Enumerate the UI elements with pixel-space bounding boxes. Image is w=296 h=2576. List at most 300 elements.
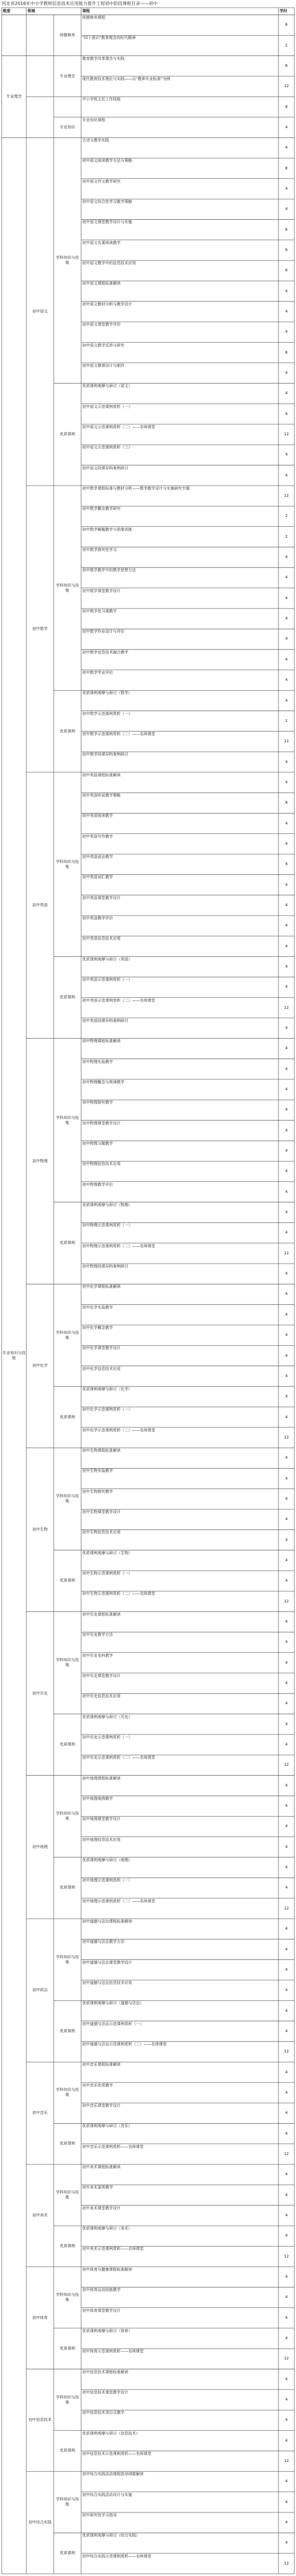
subject-cell: 初中英语 <box>32 902 48 907</box>
course-cell: 初中英语同课异构案例研讨 <box>82 1018 128 1023</box>
hours-cell: 12 <box>284 2356 289 2361</box>
header-field: 领域 <box>27 9 35 13</box>
course-cell: 初中语文微课设计与制作 <box>82 363 124 368</box>
course-cell: 初中体育与健康课程标准解读 <box>82 2267 132 2272</box>
hours-cell: 4 <box>285 1824 288 1829</box>
course-cell: 初中数学信息技术融合教学 <box>82 650 128 655</box>
hours-cell: 4 <box>285 288 288 293</box>
course-cell: 初中美术示范课例赏析——名师课堂 <box>82 2247 144 2251</box>
hours-cell: 4 <box>285 1476 288 1481</box>
hours-cell: 8 <box>285 800 288 805</box>
course-cell: 初中历史示范课例赏析（一） <box>82 1735 132 1739</box>
course-cell: 初中生物课程标准解读 <box>82 1448 121 1453</box>
hours-cell: 4 <box>285 2213 288 2217</box>
dimension-cell <box>2 15 26 56</box>
hours-cell: 4 <box>285 2090 288 2095</box>
course-cell: 初中美术课程标准解读 <box>82 2165 121 2170</box>
hours-cell: 4 <box>285 1148 288 1153</box>
hours-cell: 4 <box>285 678 288 683</box>
hours-cell: 4 <box>285 1087 288 1092</box>
hours-cell: 12 <box>284 1435 289 1440</box>
hours-cell: 4 <box>285 882 288 887</box>
course-cell: 初中物理概念与规律教学 <box>82 1079 124 1084</box>
course-cell: 初中生物示范课例赏析（二）——名师课堂 <box>82 1591 155 1596</box>
course-cell: 教育教学改革理念与实践 <box>82 56 124 61</box>
category-cell: 优质课例 <box>60 1742 75 1747</box>
hours-cell: 4 <box>285 411 288 416</box>
course-cell: 初中英语阅读教学 <box>82 814 113 818</box>
category-cell: 优质课例 <box>60 1414 75 1419</box>
header-course: 课程 <box>82 9 90 13</box>
course-cell: 初中地理课堂教学设计 <box>82 1817 121 1822</box>
hours-cell: 4 <box>285 1230 288 1235</box>
course-cell: 优质课例观摩与研讨（生物） <box>82 1550 132 1555</box>
hours-cell: 4 <box>285 2499 288 2504</box>
hours-cell: 4 <box>285 452 288 457</box>
category-cell: 学科知识与技能 <box>56 1811 79 1821</box>
course-cell: 初中物理习题教学 <box>82 1141 113 1146</box>
course-cell: 初中化学概念教学 <box>82 1326 113 1330</box>
hours-cell: 6 <box>285 268 288 273</box>
course-cell: 初中体育示范课例赏析——名师课堂 <box>82 2349 144 2354</box>
hours-cell: 4 <box>285 943 288 948</box>
category-cell: 学科知识与技能 <box>56 1658 79 1668</box>
subject-cell <box>26 96 54 138</box>
course-cell: 初中研究性学习指导 <box>82 2512 117 2517</box>
hours-cell: 4 <box>285 2540 288 2545</box>
category-cell: 学科知识与技能 <box>56 2395 79 2404</box>
course-cell: 初中化学示范课例赏析（二）——名师课堂 <box>82 1428 155 1432</box>
course-cell: 初中语文示范课例赏析（三） <box>82 445 132 450</box>
course-cell: 初中英语示范课例赏析（一） <box>82 977 132 982</box>
hours-cell: 4 <box>285 1394 288 1399</box>
hours-cell: 4 <box>285 1455 288 1460</box>
hours-cell: 4 <box>285 1414 288 1419</box>
course-cell: 初中生物信息技术应用 <box>82 1530 121 1535</box>
hours-cell: 12 <box>284 2561 289 2566</box>
course-cell: 初中英语写作教学 <box>82 834 113 839</box>
course-cell: 初中语文教学反思与研究 <box>82 343 124 348</box>
hours-cell: 4 <box>285 371 288 376</box>
hours-cell: 4 <box>285 1701 288 1706</box>
hours-cell: 4 <box>285 2008 288 2013</box>
course-cell: 优质课例观摩与研讨（数学） <box>82 691 132 696</box>
hours-cell: 4 <box>285 1333 288 1338</box>
course-cell: 初中道德与法治示范课例赏析（二）——名师课堂 <box>82 2042 167 2047</box>
course-cell: 初中语文同课异构案例研讨 <box>82 465 128 470</box>
hours-cell: 2 <box>285 514 288 519</box>
course-cell: 初中物理示范课例赏析（一） <box>82 1223 132 1228</box>
course-cell: 初中物理同课异构案例研讨 <box>82 1264 128 1269</box>
course-cell: 初中数学教学中的数学思想方法 <box>82 568 136 573</box>
hours-cell: 4 <box>285 309 288 314</box>
course-cell: 初中地理示范课例赏析（一） <box>82 1878 132 1883</box>
subject-cell: 初中语文 <box>32 309 48 314</box>
subject-cell: 初中体育 <box>32 2315 48 2320</box>
category-cell: 优质课例 <box>60 1578 75 1583</box>
course-cell: 初中生物课堂教学设计 <box>82 1510 121 1515</box>
hours-cell: 4 <box>285 2192 288 2197</box>
hours-cell: 4 <box>285 1557 288 1562</box>
course-cell: 优质课例观摩与研讨（地理） <box>82 1857 132 1862</box>
course-cell: 初中体育运动技能教学 <box>82 2288 121 2293</box>
course-cell: 初中化学实验教学 <box>82 1305 113 1310</box>
course-cell: 初中美术课堂教学设计 <box>82 2205 121 2210</box>
course-cell: 优质课例观摩与研讨（物理） <box>82 1202 132 1207</box>
course-cell: 初中数学同课异构案例研讨 <box>82 752 128 757</box>
course-cell: 初中英语语法教学 <box>82 855 113 860</box>
hours-cell: 4 <box>285 2274 288 2279</box>
course-cell: 初中语文作文教学研究 <box>82 179 121 184</box>
subject-cell: 初中历史 <box>32 1691 48 1696</box>
course-cell: 初中信息技术项目式教学 <box>82 2410 124 2415</box>
header-hours: 学时 <box>280 9 287 13</box>
subject-cell: 初中政治 <box>32 1988 48 1993</box>
hours-cell: 4 <box>285 555 288 560</box>
hours-cell: 12 <box>284 1250 289 1255</box>
hours-cell: 4 <box>285 1026 288 1031</box>
hours-cell: 12 <box>284 432 289 437</box>
category-cell: 学科知识与技能 <box>56 1330 79 1340</box>
course-cell: 初中音乐课堂教学设计 <box>82 2103 121 2108</box>
hours-cell: 6 <box>285 247 288 252</box>
hours-cell: 12 <box>284 2459 289 2464</box>
hours-cell: 4 <box>285 902 288 907</box>
subject-cell: 初中生物 <box>32 1527 48 1532</box>
hours-cell: 4 <box>285 1967 288 1972</box>
course-cell: 优质课例观摩与研讨（英语） <box>82 957 132 962</box>
hours-cell: 4 <box>285 2131 288 2136</box>
hours-cell: 4 <box>285 145 288 150</box>
hours-cell: 4 <box>285 1312 288 1317</box>
category-cell: 学科知识与技能 <box>56 1494 79 1504</box>
course-cell: 初中体育课堂教学设计 <box>82 2308 121 2313</box>
hours-cell: 4 <box>285 2295 288 2300</box>
course-cell: 初中物理课堂教学设计 <box>82 1121 121 1125</box>
course-cell: 初中数学课程标准与教材分析——数学教学设计与实施研究专题 <box>82 486 190 491</box>
subject-cell: 初中美术 <box>32 2213 48 2217</box>
course-cell: 初中数学探究性学习 <box>82 547 117 552</box>
hours-cell: 12 <box>284 1005 289 1010</box>
hours-cell: 4 <box>285 821 288 826</box>
course-cell: 初中道德与法治示范课例赏析（一） <box>82 2021 144 2026</box>
course-cell: 初中数学示范课例赏析（二）——名师课堂 <box>82 732 155 737</box>
course-cell: 初中物理实验教学 <box>82 1059 113 1064</box>
course-cell: 初中语文教材分析与教学设计 <box>82 302 132 306</box>
course-cell: 初中语文名著阅读教学 <box>82 240 121 245</box>
hours-cell: 4 <box>285 595 288 600</box>
category-cell: 优质课例 <box>60 995 75 999</box>
hours-cell: 4 <box>285 1721 288 1726</box>
course-cell: 优质课例观摩与研讨（综合实践） <box>82 2533 140 2538</box>
course-cell: 初中道德与法治课程标准解读 <box>82 1919 132 1924</box>
course-cell: 初中历史史料教学 <box>82 1653 113 1658</box>
course-cell: 初中物理教学评价 <box>82 1182 113 1187</box>
hours-cell: 4 <box>285 329 288 334</box>
course-cell: 初中物理课程标准解读 <box>82 1039 121 1044</box>
hours-cell: 4 <box>285 616 288 621</box>
hours-cell: 4 <box>285 1619 288 1624</box>
hours-cell: 4 <box>285 1107 288 1112</box>
course-cell: 中小学班主任工作技能 <box>82 97 121 102</box>
course-cell: 优质课例观摩与研讨（音乐） <box>82 2124 132 2129</box>
hours-cell: 8 <box>285 22 288 27</box>
course-cell: 初中美术鉴赏教学 <box>82 2185 113 2190</box>
course-cell: 初中地理示范课例赏析（二）——名师课堂 <box>82 1898 155 1903</box>
course-cell: 初中英语示范课例赏析（二）——名师课堂 <box>82 998 155 1003</box>
course-cell: 初中语文课堂教学设计与实施 <box>82 220 132 225</box>
subject-cell: 初中地理 <box>32 1844 48 1849</box>
hours-cell: 4 <box>285 1353 288 1358</box>
course-cell: 优质课例观摩与研讨（历史） <box>82 1714 132 1719</box>
course-cell: 初中道德与法治课堂教学设计 <box>82 1960 132 1965</box>
hours-cell: 4 <box>285 1742 288 1747</box>
category-cell: 学科知识与技能 <box>56 2190 79 2200</box>
course-cell: "四个意识"教育理念的时代精神 <box>82 36 136 41</box>
course-cell: 初中化学课程标准解读 <box>82 1284 121 1289</box>
course-cell: 初中历史课堂教学设计 <box>82 1673 121 1678</box>
category-cell: 优质课例 <box>60 432 75 437</box>
hours-cell: 4 <box>285 207 288 212</box>
course-cell: 初中历史课程标准解读 <box>82 1612 121 1617</box>
hours-cell: 4 <box>285 1373 288 1378</box>
hours-cell: 4 <box>285 1660 288 1665</box>
category-cell: 优质课例 <box>60 2551 75 2556</box>
course-cell: 初中综合实践活动设计与实施 <box>82 2492 132 2497</box>
category-cell <box>54 96 81 117</box>
hours-cell: 12 <box>284 1906 289 1910</box>
course-cell: 优质课例观摩与研讨（化学） <box>82 1387 132 1392</box>
category-cell: 专业理念 <box>60 73 75 78</box>
course-cell: 初中物理信息技术应用 <box>82 1162 121 1167</box>
course-cell: 初中音乐欣赏教学 <box>82 2083 113 2088</box>
hours-cell: 4 <box>285 2172 288 2177</box>
hours-cell: 4 <box>285 1128 288 1133</box>
hours-cell: 4 <box>285 2315 288 2320</box>
subject-cell <box>26 56 54 97</box>
course-cell: 初中英语教学评价 <box>82 916 113 921</box>
subject-cell: 初中数学 <box>32 626 48 631</box>
course-cell: 初中物理示范课例赏析（二）——名师课堂 <box>82 1243 155 1248</box>
hours-cell: 4 <box>285 2336 288 2341</box>
category-cell: 学科知识与技能 <box>56 583 79 593</box>
course-cell: 优质课例观摩与研讨（语文） <box>82 384 132 389</box>
course-cell: 现代教育技术理论与实践——以"教师专业标准"为例 <box>82 77 170 82</box>
course-cell: 初中生物实验教学 <box>82 1469 113 1474</box>
course-cell: 初中英语信息技术应用 <box>82 936 121 941</box>
hours-cell: 2 <box>285 43 288 48</box>
course-cell: 初中历史示范课例赏析（二）——名师课堂 <box>82 1755 155 1760</box>
course-cell: 初中生物探究教学 <box>82 1489 113 1494</box>
course-cell: 初中历史信息技术应用 <box>82 1694 121 1699</box>
course-cell: 初中数学示范课例赏析（一） <box>82 711 132 716</box>
course-cell: 初中语文示范课例赏析（二）——名师课堂 <box>82 424 155 429</box>
hours-cell: 12 <box>284 84 289 89</box>
hours-cell: 4 <box>285 759 288 764</box>
hours-cell: 12 <box>284 2049 289 2054</box>
hours-cell: 4 <box>285 964 288 969</box>
course-cell: 优质课例观摩与研讨（信息技术） <box>82 2431 140 2436</box>
hours-cell: 4 <box>285 186 288 191</box>
course-cell: 初中道德与法治教学方法 <box>82 1940 124 1944</box>
subject-cell: 初中信息技术 <box>29 2418 52 2423</box>
course-cell: 初中化学课堂教学设计 <box>82 1346 121 1351</box>
course-cell: 专业知识课程 <box>82 117 105 122</box>
hours-cell: 4 <box>285 1189 288 1194</box>
course-cell: 初中英语课堂教学设计 <box>82 895 121 900</box>
hours-cell: 12 <box>284 2254 289 2259</box>
category-cell: 优质课例 <box>60 2448 75 2453</box>
course-cell: 初中语文课程标准解读 <box>82 281 121 286</box>
hours-cell: 6 <box>285 63 288 68</box>
hours-cell: 4 <box>285 2376 288 2381</box>
hours-cell: 4 <box>285 1066 288 1071</box>
course-cell: 初中生物示范课例赏析（一） <box>82 1571 132 1576</box>
hours-cell: 2 <box>285 534 288 539</box>
hours-cell: 12 <box>284 1762 289 1767</box>
hours-cell: 4 <box>285 636 288 641</box>
subject-cell <box>26 15 54 56</box>
subject-cell: 初中物理 <box>32 1158 48 1163</box>
course-cell: 初中数学解题教学与思维训练 <box>82 527 132 532</box>
course-cell: 初中地理地图教学 <box>82 1796 113 1801</box>
course-cell: 初中英语听说教学策略 <box>82 793 121 798</box>
course-cell: 初中历史教学方法 <box>82 1633 113 1637</box>
course-cell: 初中物理探究教学 <box>82 1100 113 1105</box>
course-cell: 初中音乐课程标准解读 <box>82 2062 121 2067</box>
hours-cell: 4 <box>285 1210 288 1215</box>
course-cell: 初中信息技术示范课例赏析——名师课堂 <box>82 2451 151 2456</box>
category-cell: 优质课例 <box>60 2141 75 2146</box>
subject-cell: 初中综合实践 <box>29 2520 52 2525</box>
course-cell: 初中语文示范课例赏析（一） <box>82 404 132 409</box>
course-cell: 初中数学课堂教学设计 <box>82 588 121 593</box>
hours-cell: 4 <box>285 923 288 928</box>
document-title: 河北省2016年中小学教师信息技术应用能力提升工程初中阶段课程目录——初中 <box>2 1 158 6</box>
category-cell: 学科知识与技能 <box>56 2088 79 2097</box>
course-cell: 初中数学作业设计与评价 <box>82 629 124 634</box>
hours-cell: 4 <box>285 1271 288 1276</box>
course-cell: 初中语文课堂教学评价 <box>82 322 121 327</box>
course-cell: 初中综合实践活动课程指导纲要解读 <box>82 2472 144 2477</box>
category-cell: 优质课例 <box>60 2028 75 2033</box>
category-cell: 学科知识与技能 <box>56 859 79 869</box>
course-cell: 优质课例观摩与研讨（美术） <box>82 2226 132 2231</box>
hours-cell: 6 <box>285 227 288 232</box>
category-cell: 师德修养 <box>60 32 75 37</box>
hours-cell: 4 <box>285 1844 288 1849</box>
course-cell: 初中综合实践示范课例赏析——名师课堂 <box>82 2554 151 2558</box>
course-cell: 初中音乐示范课例赏析——名师课堂 <box>82 2144 144 2149</box>
hours-cell: 4 <box>285 1926 288 1931</box>
category-cell: 学科知识与技能 <box>56 1954 79 1964</box>
course-cell: 师德修养课程 <box>82 15 105 20</box>
hours-cell: 2 <box>285 718 288 723</box>
hours-cell: 4 <box>285 124 288 129</box>
hours-cell: 4 <box>285 862 288 867</box>
hours-cell: 4 <box>285 1496 288 1501</box>
hours-cell: 8 <box>285 350 288 355</box>
course-cell: 初中道德与法治信息技术应用 <box>82 1981 132 1986</box>
course-cell: 初中地理信息技术应用 <box>82 1837 121 1842</box>
hours-cell: 4 <box>285 575 288 580</box>
hours-cell: 4 <box>285 1947 288 1952</box>
hours-cell: 4 <box>285 1681 288 1686</box>
hours-cell: 4 <box>285 698 288 703</box>
header-dimension: 维度 <box>3 9 10 13</box>
subject-cell: 初中化学 <box>32 1363 48 1368</box>
hours-cell: 4 <box>285 1640 288 1645</box>
hours-cell: 4 <box>285 1988 288 1993</box>
hours-cell: 12 <box>284 739 289 744</box>
course-cell: 初中信息技术课堂教学设计 <box>82 2390 128 2395</box>
category-cell: 优质课例 <box>60 729 75 733</box>
subject-cell: 初中音乐 <box>32 2111 48 2116</box>
course-cell: 优质课例观摩与研讨（体育） <box>82 2328 132 2333</box>
dimension-cell: 专业知识与技能 <box>2 1351 26 1361</box>
hours-cell: 4 <box>285 2233 288 2238</box>
hours-cell: 4 <box>285 2479 288 2484</box>
category-cell: 学科知识与技能 <box>56 1115 79 1125</box>
category-cell: 学科知识与技能 <box>56 2292 79 2302</box>
course-cell: 初中语文阅读教学方法与策略 <box>82 158 132 163</box>
hours-cell: 4 <box>285 2520 288 2525</box>
course-cell: 优质课例观摩与研讨（道德与法治） <box>82 2001 144 2006</box>
category-cell: 专业知识 <box>60 124 75 129</box>
hours-cell: 4 <box>285 2438 288 2443</box>
course-cell: 初中语文教学中的信息技术应用 <box>82 261 136 266</box>
hours-cell: 4 <box>285 2111 288 2116</box>
hours-cell: 4 <box>285 657 288 662</box>
category-cell: 优质课例 <box>60 1241 75 1246</box>
course-cell: 初中化学信息技术应用 <box>82 1366 121 1371</box>
course-cell: 初中英语课程标准解读 <box>82 772 121 777</box>
category-cell: 优质课例 <box>60 2243 75 2248</box>
hours-cell: 4 <box>285 1169 288 1174</box>
course-cell: 初中数学复习课教学 <box>82 609 117 613</box>
course-cell: 初中英语词汇教学 <box>82 875 113 880</box>
hours-cell: 8 <box>285 166 288 170</box>
course-cell: 初中信息技术课程标准解读 <box>82 2369 128 2374</box>
hours-cell: 4 <box>285 985 288 990</box>
hours-cell: 4 <box>285 473 288 477</box>
hours-cell: 12 <box>284 2151 289 2156</box>
hours-cell: 4 <box>285 1578 288 1583</box>
course-cell: 初中数学概念教学研究 <box>82 507 121 511</box>
hours-cell: 4 <box>285 1885 288 1890</box>
hours-cell: 12 <box>284 493 289 498</box>
dimension-cell: 专业理念 <box>6 94 22 99</box>
hours-cell: 4 <box>285 1292 288 1296</box>
course-cell: 初中地理课程标准解读 <box>82 1776 121 1781</box>
hours-cell: 4 <box>285 841 288 846</box>
category-cell: 优质课例 <box>60 2346 75 2351</box>
hours-cell: 4 <box>285 1804 288 1809</box>
hours-cell: 4 <box>285 2418 288 2423</box>
course-cell: 初中数学学业评价 <box>82 670 113 675</box>
hours-cell: 4 <box>285 1537 288 1542</box>
course-cell: 古诗文教学实践 <box>82 138 109 143</box>
hours-cell: 4 <box>285 2028 288 2033</box>
category-cell: 优质课例 <box>60 1885 75 1890</box>
hours-cell: 4 <box>285 1865 288 1870</box>
hours-cell: 4 <box>285 2397 288 2402</box>
category-cell: 学科知识与技能 <box>56 2497 79 2507</box>
hours-cell: 4 <box>285 1046 288 1051</box>
hours-cell: 4 <box>285 2069 288 2074</box>
course-cell: 初中语文综合性学习教学策略 <box>82 200 132 204</box>
category-cell: 学科知识与技能 <box>56 255 79 265</box>
